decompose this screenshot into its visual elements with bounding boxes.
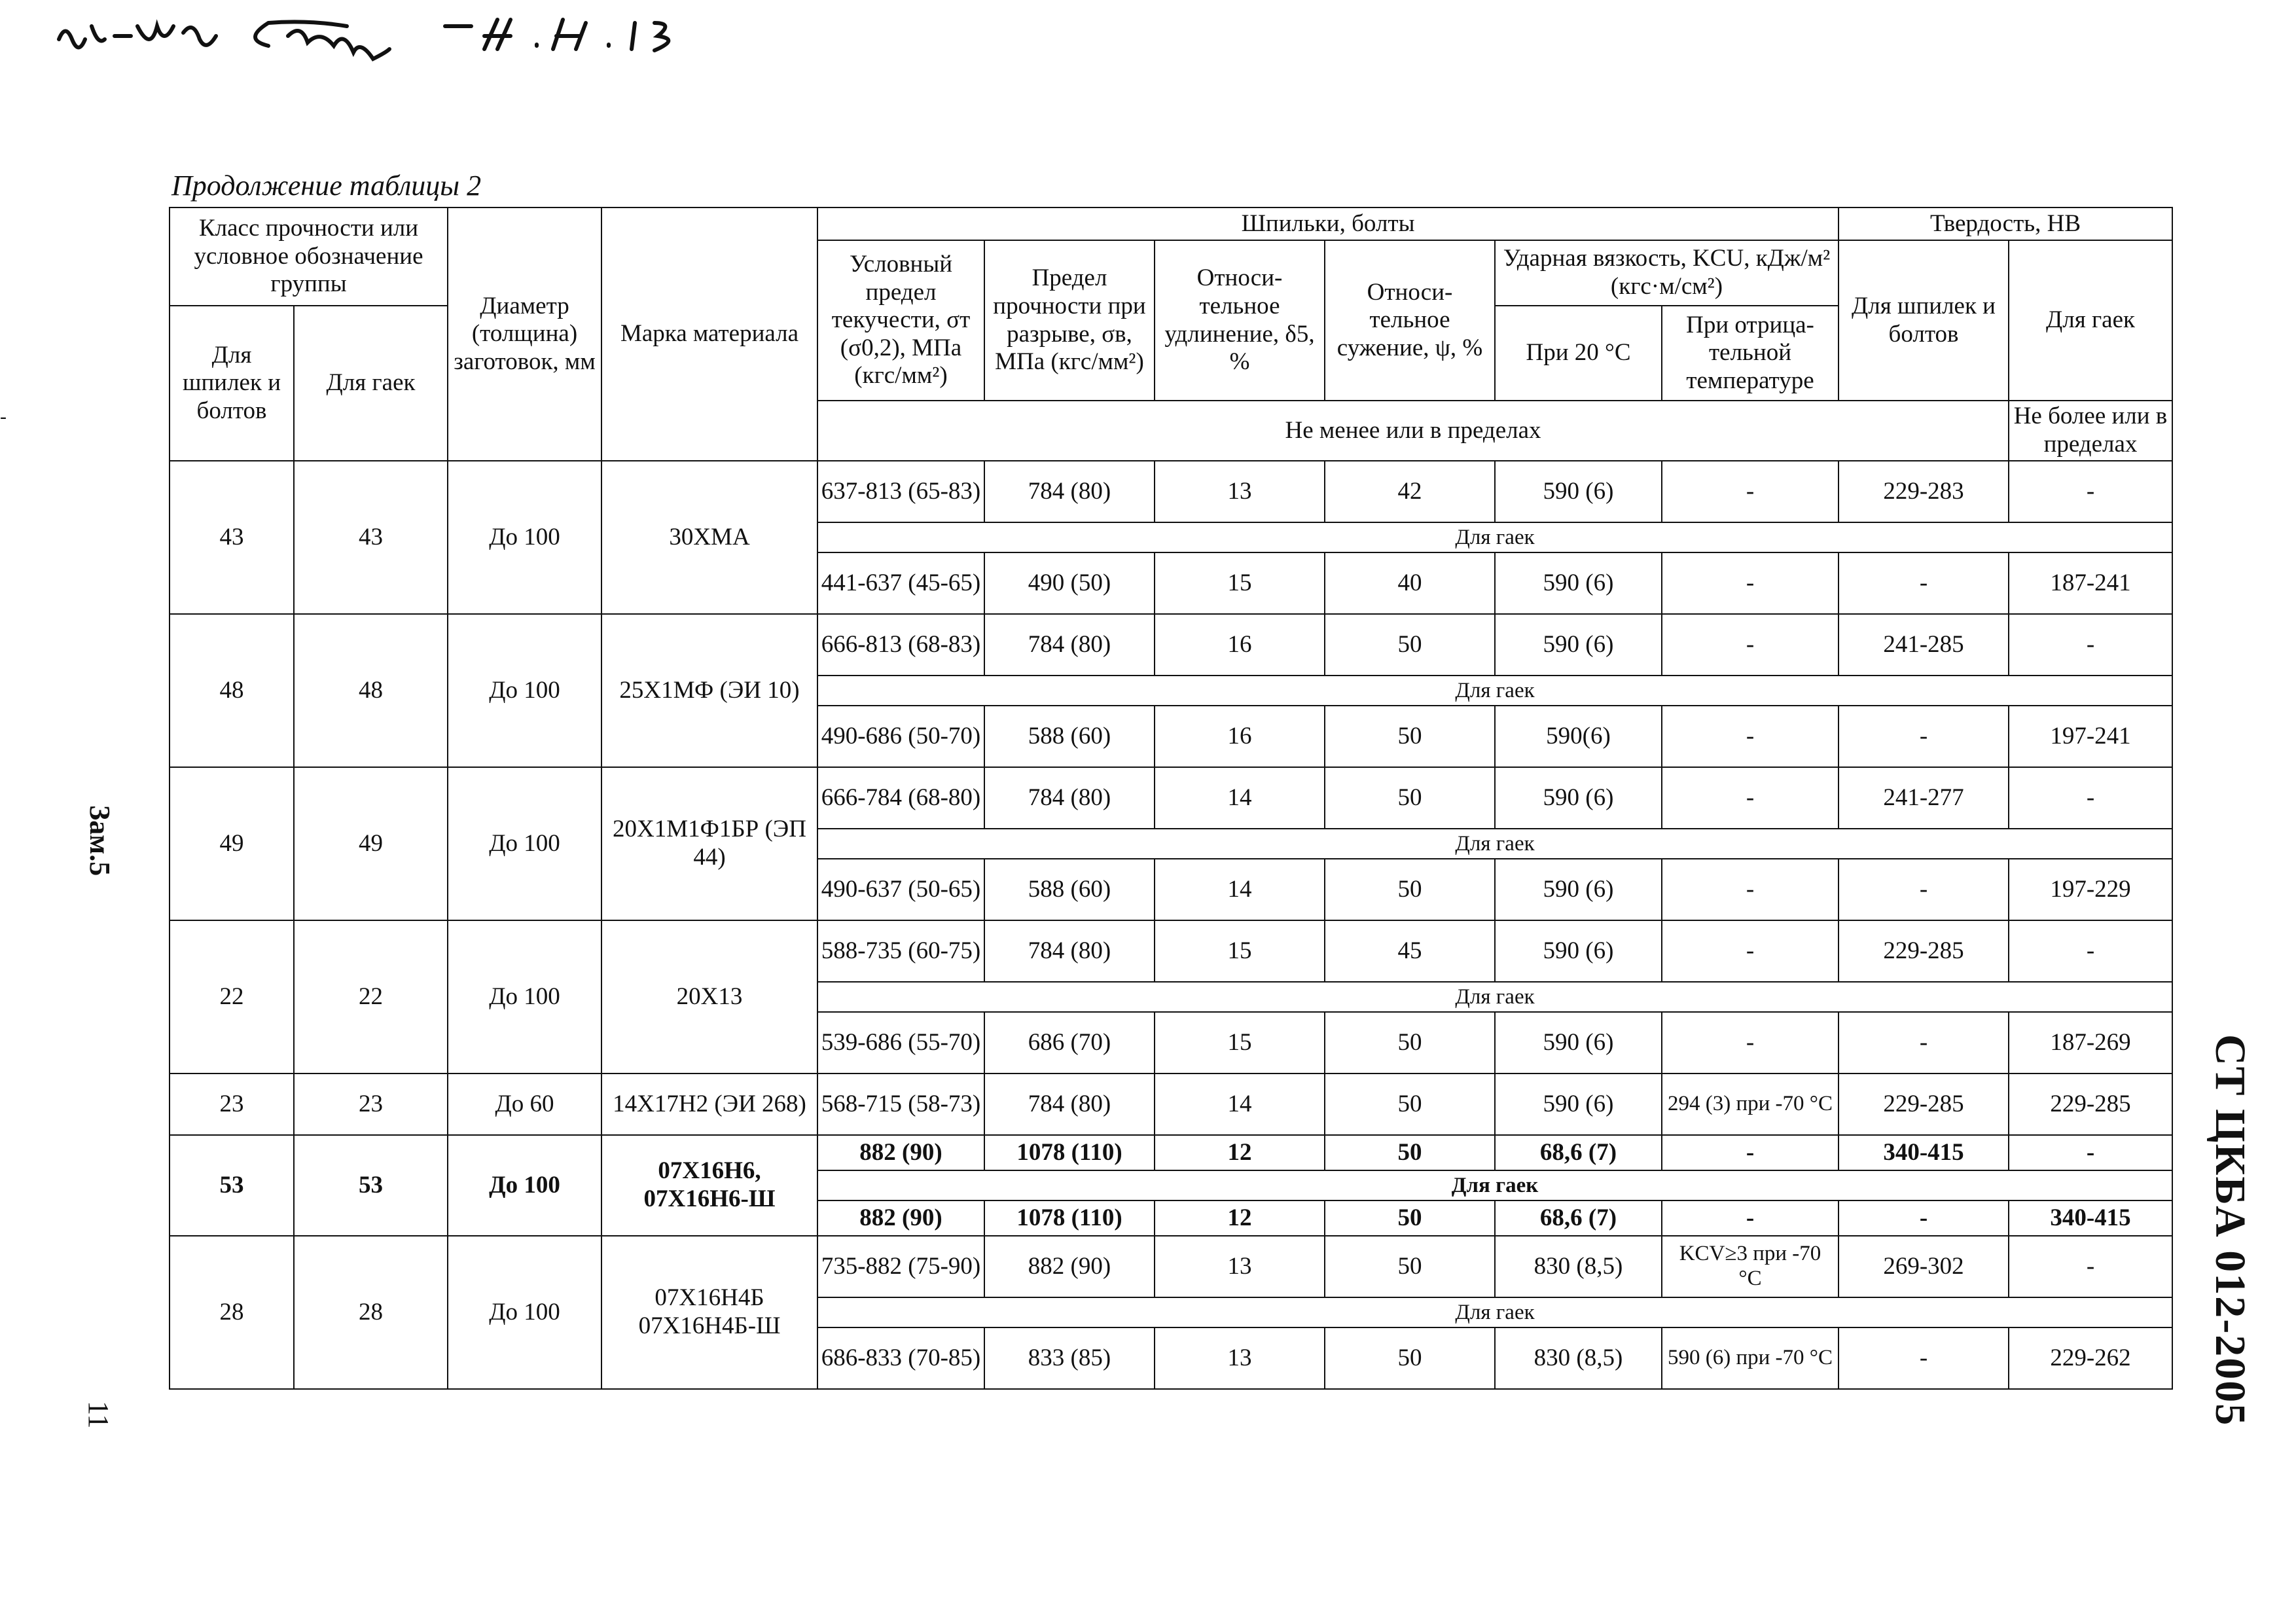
table-row [170,1135,2172,1170]
elong-cell: 13 [1155,461,1325,522]
amendment-note: Зам.5 [84,805,116,876]
kcu20-cell: 590 (6) [1495,1012,1662,1074]
kcuneg-cell: 294 (3) при -70 °С [1662,1074,1839,1135]
table-row [170,461,2172,522]
kcu20-cell: 830 (8,5) [1495,1327,1662,1389]
class-nuts-cell: 53 [294,1135,448,1236]
kcu20-cell: 590 (6) [1495,859,1662,920]
elong-cell: 16 [1155,706,1325,767]
diameter-cell: До 60 [448,1074,601,1135]
header-hardness-studs: Для шпилек и болтов [1839,240,2009,401]
header-yield: Условный предел текучести, σт (σ0,2), МПа (кгс/мм²) [817,240,984,401]
reduct-cell: 50 [1325,1236,1495,1297]
kcuneg-cell: - [1662,767,1839,829]
table-row [170,614,2172,676]
for-nuts-label: Для гаек [817,982,2172,1012]
elong-cell: 12 [1155,1200,1325,1236]
for-nuts-label: Для гаек [817,676,2172,706]
header-impact-negative: При отрица-тельной температуре [1662,306,1839,401]
tensile-cell: 784 (80) [984,461,1155,522]
header-elongation: Относи-тельное удлинение, δ5, % [1155,240,1325,401]
yield-cell: 666-813 (68-83) [817,614,984,676]
tensile-cell: 784 (80) [984,614,1155,676]
material-properties-table [169,207,2173,1390]
diameter-cell: До 100 [448,1236,601,1389]
kcu20-cell: 590(6) [1495,706,1662,767]
header-class-studs: Для шпилек и болтов [170,306,294,461]
for-nuts-label: Для гаек [817,829,2172,859]
hb_studs-cell: - [1839,552,2009,614]
header-not-more: Не более или в пределах [2009,401,2172,461]
tensile-cell: 784 (80) [984,1074,1155,1135]
for-nuts-label: Для гаек [817,1297,2172,1327]
diameter-cell: До 100 [448,461,601,614]
reduct-cell: 50 [1325,859,1495,920]
yield-cell: 882 (90) [817,1135,984,1170]
elong-cell: 14 [1155,1074,1325,1135]
kcuneg-cell: KCV≥3 при -70 °С [1662,1236,1839,1297]
elong-cell: 12 [1155,1135,1325,1170]
yield-cell: 490-686 (50-70) [817,706,984,767]
tensile-cell: 882 (90) [984,1236,1155,1297]
class-studs-cell: 22 [170,920,294,1074]
kcu20-cell: 590 (6) [1495,920,1662,982]
tensile-cell: 588 (60) [984,859,1155,920]
reduct-cell: 45 [1325,920,1495,982]
for-nuts-label: Для гаек [817,1170,2172,1200]
hb_nuts-cell: - [2009,767,2172,829]
reduct-cell: 50 [1325,767,1495,829]
hb_nuts-cell: - [2009,461,2172,522]
elong-cell: 13 [1155,1236,1325,1297]
kcu20-cell: 590 (6) [1495,614,1662,676]
class-studs-cell: 28 [170,1236,294,1389]
kcuneg-cell: - [1662,461,1839,522]
diameter-cell: До 100 [448,614,601,767]
hb_nuts-cell: 197-241 [2009,706,2172,767]
class-nuts-cell: 48 [294,614,448,767]
header-studs-bolts: Шпильки, болты [817,208,1839,240]
header-tensile: Предел прочности при разрыве, σв, МПа (кгс/мм²) [984,240,1155,401]
class-nuts-cell: 23 [294,1074,448,1135]
yield-cell: 882 (90) [817,1200,984,1236]
kcu20-cell: 68,6 (7) [1495,1200,1662,1236]
hb_studs-cell: 229-283 [1839,461,2009,522]
header-material: Марка материала [601,208,817,461]
class-nuts-cell: 49 [294,767,448,920]
hb_studs-cell: - [1839,859,2009,920]
kcuneg-cell: - [1662,1012,1839,1074]
reduct-cell: 50 [1325,1012,1495,1074]
reduct-cell: 42 [1325,461,1495,522]
table-caption: Продолжение таблицы 2 [171,170,482,202]
header-not-less: Не менее или в пределах [817,401,2009,461]
class-studs-cell: 48 [170,614,294,767]
tensile-cell: 784 (80) [984,767,1155,829]
hb_studs-cell: - [1839,1012,2009,1074]
material-cell: 25Х1МФ (ЭИ 10) [601,614,817,767]
class-nuts-cell: 22 [294,920,448,1074]
material-cell: 20Х1М1Ф1БР (ЭП 44) [601,767,817,920]
kcuneg-cell: - [1662,859,1839,920]
elong-cell: 14 [1155,859,1325,920]
kcu20-cell: 830 (8,5) [1495,1236,1662,1297]
tensile-cell: 833 (85) [984,1327,1155,1389]
hb_studs-cell: 229-285 [1839,920,2009,982]
header-hardness-nuts: Для гаек [2009,240,2172,401]
for-nuts-label: Для гаек [817,522,2172,552]
kcuneg-cell: - [1662,706,1839,767]
material-cell: 20Х13 [601,920,817,1074]
hb_nuts-cell: 187-241 [2009,552,2172,614]
diameter-cell: До 100 [448,920,601,1074]
reduct-cell: 50 [1325,1200,1495,1236]
page-number: 11 [82,1401,115,1429]
hb_nuts-cell: - [2009,1236,2172,1297]
tensile-cell: 686 (70) [984,1012,1155,1074]
hb_nuts-cell: - [2009,1135,2172,1170]
elong-cell: 15 [1155,1012,1325,1074]
elong-cell: 14 [1155,767,1325,829]
handwritten-signature-icon [52,7,707,65]
hb_studs-cell: 269-302 [1839,1236,2009,1297]
table-row [170,1236,2172,1297]
kcuneg-cell: - [1662,1200,1839,1236]
tensile-cell: 1078 (110) [984,1200,1155,1236]
hb_nuts-cell: 187-269 [2009,1012,2172,1074]
hb_nuts-cell: - [2009,920,2172,982]
hb_studs-cell: 340-415 [1839,1135,2009,1170]
class-studs-cell: 43 [170,461,294,614]
yield-cell: 539-686 (55-70) [817,1012,984,1074]
reduct-cell: 50 [1325,1074,1495,1135]
yield-cell: 686-833 (70-85) [817,1327,984,1389]
kcuneg-cell: - [1662,920,1839,982]
class-studs-cell: 53 [170,1135,294,1236]
material-cell: 07Х16Н6, 07Х16Н6-Ш [601,1135,817,1236]
yield-cell: 490-637 (50-65) [817,859,984,920]
material-cell: 07Х16Н4Б 07Х16Н4Б-Ш [601,1236,817,1389]
table-row [170,920,2172,982]
elong-cell: 15 [1155,920,1325,982]
kcu20-cell: 590 (6) [1495,1074,1662,1135]
hb_nuts-cell: 229-262 [2009,1327,2172,1389]
kcu20-cell: 68,6 (7) [1495,1135,1662,1170]
kcuneg-cell: - [1662,1135,1839,1170]
diameter-cell: До 100 [448,767,601,920]
kcuneg-cell: 590 (6) при -70 °С [1662,1327,1839,1389]
yield-cell: 588-735 (60-75) [817,920,984,982]
yield-cell: 637-813 (65-83) [817,461,984,522]
hb_nuts-cell: - [2009,614,2172,676]
kcuneg-cell: - [1662,552,1839,614]
diameter-cell: До 100 [448,1135,601,1236]
yield-cell: 568-715 (58-73) [817,1074,984,1135]
material-cell: 30ХМА [601,461,817,614]
header-impact-20: При 20 °С [1495,306,1662,401]
kcu20-cell: 590 (6) [1495,552,1662,614]
reduct-cell: 40 [1325,552,1495,614]
reduct-cell: 50 [1325,614,1495,676]
table-row [170,1074,2172,1135]
class-studs-cell: 49 [170,767,294,920]
table-body [170,461,2172,1389]
header-diameter: Диаметр (толщина) заготовок, мм [448,208,601,461]
table-row [170,767,2172,829]
tensile-cell: 784 (80) [984,920,1155,982]
tensile-cell: 490 (50) [984,552,1155,614]
hb_nuts-cell: 340-415 [2009,1200,2172,1236]
header-reduction: Относи-тельное сужение, ψ, % [1325,240,1495,401]
material-cell: 14Х17Н2 (ЭИ 268) [601,1074,817,1135]
hb_studs-cell: 241-277 [1839,767,2009,829]
kcu20-cell: 590 (6) [1495,461,1662,522]
yield-cell: 666-784 (68-80) [817,767,984,829]
header-impact: Ударная вязкость, KCU, кДж/м² (кгс·м/см²) [1495,240,1839,306]
hb_nuts-cell: 229-285 [2009,1074,2172,1135]
hb_studs-cell: - [1839,1327,2009,1389]
tensile-cell: 588 (60) [984,706,1155,767]
hb_studs-cell: 229-285 [1839,1074,2009,1135]
header-hardness: Твердость, НВ [1839,208,2172,240]
elong-cell: 16 [1155,614,1325,676]
class-nuts-cell: 28 [294,1236,448,1389]
class-nuts-cell: 43 [294,461,448,614]
reduct-cell: 50 [1325,1135,1495,1170]
header-class-nuts: Для гаек [294,306,448,461]
margin-mark: - [0,406,7,427]
handwritten-annotation [52,7,707,65]
elong-cell: 15 [1155,552,1325,614]
elong-cell: 13 [1155,1327,1325,1389]
kcuneg-cell: - [1662,614,1839,676]
yield-cell: 735-882 (75-90) [817,1236,984,1297]
hb_studs-cell: - [1839,706,2009,767]
hb_studs-cell: - [1839,1200,2009,1236]
document-code: СТ ЦКБА 012-2005 [2206,1034,2254,1427]
yield-cell: 441-637 (45-65) [817,552,984,614]
hb_studs-cell: 241-285 [1839,614,2009,676]
kcu20-cell: 590 (6) [1495,767,1662,829]
class-studs-cell: 23 [170,1074,294,1135]
reduct-cell: 50 [1325,706,1495,767]
hb_nuts-cell: 197-229 [2009,859,2172,920]
reduct-cell: 50 [1325,1327,1495,1389]
header-class-group: Класс прочности или условное обозначение группы [170,208,448,306]
tensile-cell: 1078 (110) [984,1135,1155,1170]
